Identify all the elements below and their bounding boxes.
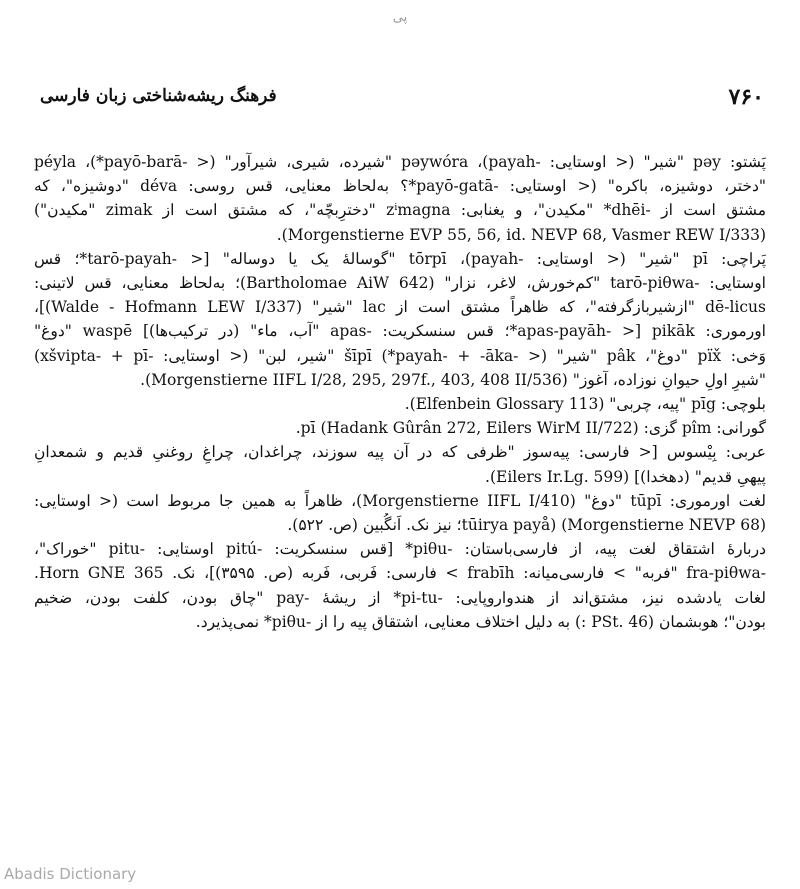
- text-line: لغت اورموری: tūpī "دوغ" (Morgenstierne IIFL I/410)، ظاهراً به همین جا مربوط است (< اوستایی:: [34, 491, 766, 510]
- text-line: پیهیِ قدیم" (دهخدا)] (Eilers Ir.Lg. 599).: [485, 467, 766, 486]
- text-line: "دختر، دوشیزه، باکره" (< اوستایی: -payō-gatā*؟ به‌لحاظ معنایی، قس روسی: déva "دوشیزه"، که: [34, 177, 766, 196]
- top-mark: پی: [392, 10, 408, 25]
- text-line: (Morgenstierne EVP 55, 56, id. NEVP 68, Vasmer REW I/333).: [276, 225, 766, 244]
- book-title: فرهنگ ریشه‌شناختی زبان فارسی: [40, 86, 277, 106]
- text-line: -fra-piθwa "فربه" > فارسی‌میانه: frabīh > فارسی: فَربی، فَربه (ص. ۳۵۹۵)]، نک. Horn GNE 365.: [34, 564, 766, 583]
- text-line: بودن"؛ هوبشمان (PSt. 46 :) به دلیل اختلاف معنایی، اشتقاق پیه را از -piθu* نمی‌پذیرد.: [195, 612, 766, 631]
- text-line: dē-licus "ازشیربازگرفته"، که ظاهراً مشتق است از lac "شیر" (Walde - Hofmann LEW I/337)]،: [34, 298, 766, 317]
- text-line: اوستایی: -tarō-piθwa "کم‌خورش، لاغر، نزار" (Bartholomae AiW 642)؛ به‌لحاظ معنایی، قس لاتینی:: [34, 274, 766, 293]
- page-number: ۷۶۰: [728, 84, 764, 110]
- text-line: اورموری: pikāk [< -apas-payāh*؛ قس سنسکریت: -apas "آب، ماء" (در ترکیب‌ها)] waspē "دوغ": [34, 322, 766, 341]
- text-line: tūirya payå) (Morgenstierne NEVP 68)؛ نیز نک. اَنگُبین (ص. ۵۲۲).: [287, 516, 766, 535]
- text-line: پَشتو: pəy "شیر" (< اوستایی: -payah)، pəywóra "شیرده، شیری، شیرآور" (< -payō-barā*)، péyla: [34, 153, 766, 171]
- body-text: [34, 150, 766, 634]
- text-line: لغات یادشده نیز، مشتق‌اند از هندواروپایی: -pi-tu* از ریشهٔ -pay "چاق بودن، کلفت بودن، ضخیم: [34, 588, 766, 607]
- text-line: گورانی: pîm گزی: pī (Hadank Gûrân 272, Eilers WirM II/722).: [295, 419, 766, 438]
- text-line: "شیرِ اولِ حیوانِ نوزاده، آغوز" (Morgenstierne IIFL I/28, 295, 297f., 403, 408 II/536).: [140, 370, 766, 389]
- page-header: [40, 84, 764, 114]
- text-line: وَخی: pïx̌ "دوغ"، pâk "شیر" (< -payah- + -āka*) šīpī "شیر، لبن" (< اوستایی: -xšvipta- + pī): [34, 346, 766, 365]
- text-line: دربارهٔ اشتقاق لغت پیه، از فارسی‌باستان: -piθu* [قس سنسکریت: -pitú اوستایی: -pitu "خوراک"،: [34, 540, 766, 559]
- text-line: پَراچی: pī "شیر" (< اوستایی: -payah)، tōrpī "گوسالهٔ یک یا دوساله" [< -tarō-payah*؛ قس: [34, 249, 766, 268]
- text-line: بلوچی: pīg "پیه، چربی" (Elfenbein Glossary 113).: [404, 395, 766, 414]
- watermark: Abadis Dictionary: [4, 865, 137, 883]
- text-line: مشتق است از -dhēi* "مکیدن"، و یغنابی: zⁱmagna "دخترِبچّه"، که مشتق است از zimak "مکیدن"): [34, 201, 766, 220]
- text-line: عربی: بِیْسوس [< فارسی: پیه‌سوز "ظرفی که در آن پیه سوزند، چراغدان، چراغِ روغنیِ قدیم و شمعدانِ: [34, 443, 766, 462]
